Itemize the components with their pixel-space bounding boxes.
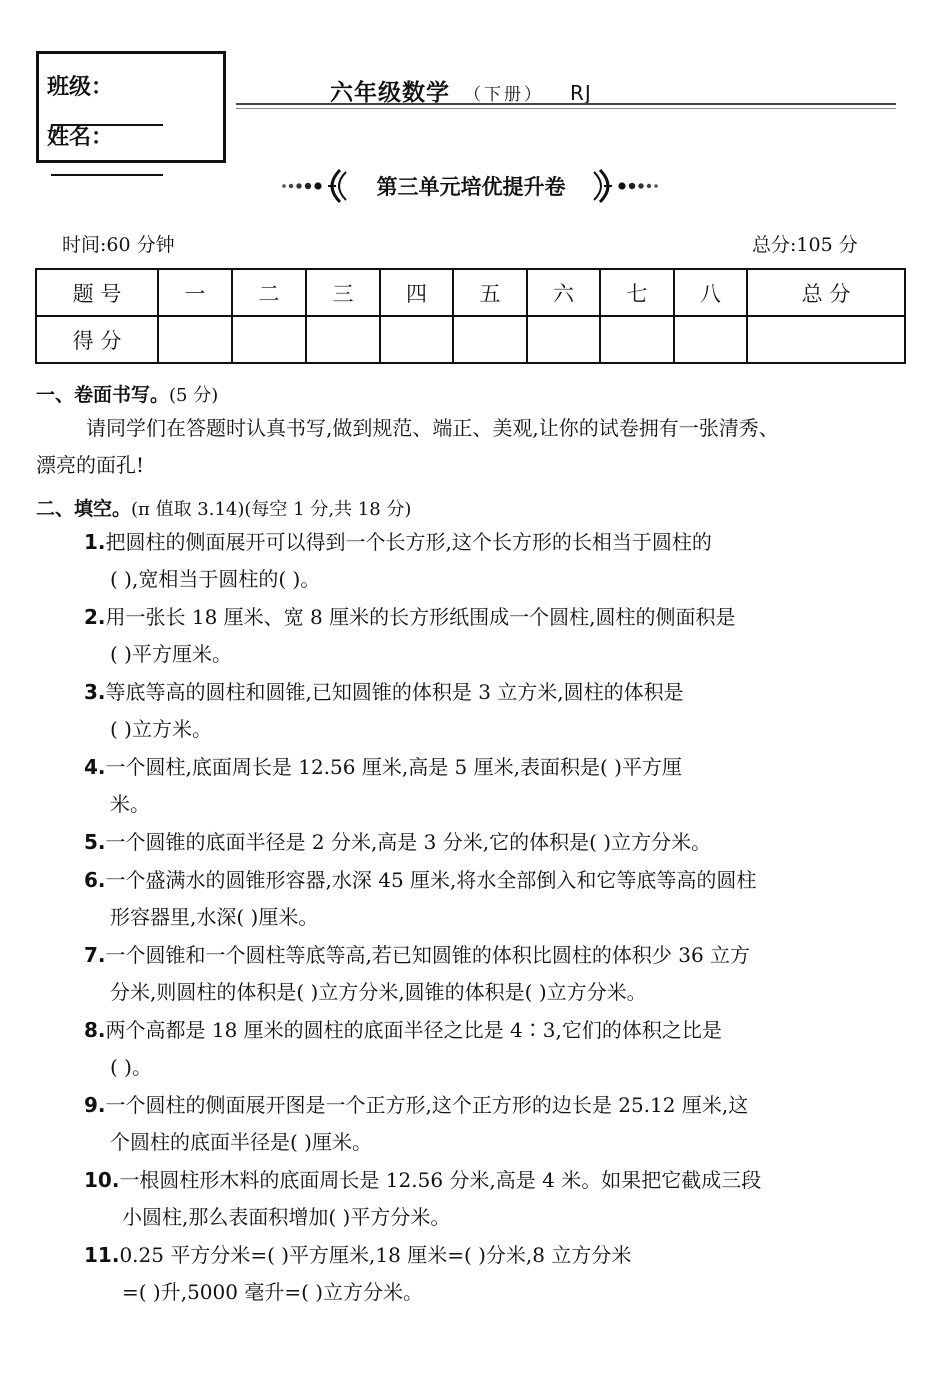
question-number: 10.	[84, 1168, 120, 1192]
question-number: 1.	[84, 530, 106, 554]
question-number: 2.	[84, 605, 106, 629]
question-text-cont[interactable]: ( ),宽相当于圆柱的( )。	[110, 567, 321, 591]
question-text-cont[interactable]: ( )平方厘米。	[110, 642, 232, 666]
question-text-cont: 米。	[110, 792, 150, 816]
question-number: 11.	[84, 1243, 120, 1267]
question-text-cont[interactable]: 分米,则圆柱的体积是( )立方分米,圆锥的体积是( )立方分米。	[110, 980, 647, 1004]
question-text: 等底等高的圆柱和圆锥,已知圆锥的体积是 3 立方米,圆柱的体积是	[105, 680, 684, 704]
subject-title: 六年级数学	[330, 80, 450, 106]
question-text: 一根圆柱形木料的底面周长是 12.56 分米,高是 4 米。如果把它截成三段	[119, 1168, 762, 1192]
score-cell[interactable]	[158, 316, 232, 363]
question-3	[84, 674, 906, 748]
name-field[interactable]	[47, 120, 223, 176]
section2-title: 二、填空。	[36, 498, 132, 520]
score-cell[interactable]	[600, 316, 674, 363]
edition-label: RJ	[570, 81, 592, 105]
column-header: 四	[380, 269, 453, 316]
question-11	[84, 1237, 906, 1311]
section1-points: (5 分)	[169, 385, 219, 406]
class-field[interactable]	[47, 70, 223, 126]
section2-points: (π 值取 3.14)(每空 1 分,共 18 分)	[131, 499, 412, 520]
question-text-cont[interactable]: =( )升,5000 毫升=( )立方分米。	[122, 1280, 424, 1304]
exam-time: 时间:60 分钟	[62, 234, 175, 256]
volume-label: （下册）	[464, 85, 544, 105]
question-text-cont[interactable]: 小圆柱,那么表面积增加( )平方分米。	[122, 1205, 451, 1229]
section1-heading	[36, 380, 218, 407]
question-number: 9.	[84, 1093, 106, 1117]
question-2	[84, 599, 906, 673]
question-10	[84, 1162, 906, 1236]
column-header: 七	[600, 269, 674, 316]
question-7	[84, 937, 906, 1011]
question-text[interactable]: 一个圆柱,底面周长是 12.56 厘米,高是 5 厘米,表面积是( )平方厘	[105, 755, 682, 779]
question-1	[84, 524, 906, 598]
section1-text-line1: 请同学们在答题时认真书写,做到规范、端正、美观,让你的试卷拥有一张清秀、	[86, 416, 779, 440]
column-header: 三	[306, 269, 380, 316]
question-text-cont[interactable]: ( )立方米。	[110, 717, 212, 741]
question-text: 一个盛满水的圆锥形容器,水深 45 厘米,将水全部倒入和它等底等高的圆柱	[105, 868, 757, 892]
question-text[interactable]: 0.25 平方分米=( )平方厘米,18 厘米=( )分米,8 立方分米	[119, 1243, 632, 1267]
name-label: 姓名：	[47, 125, 114, 150]
question-8	[84, 1012, 906, 1086]
question-text: 一个圆柱的侧面展开图是一个正方形,这个正方形的边长是 25.12 厘米,这	[105, 1093, 749, 1117]
question-number: 5.	[84, 830, 106, 854]
question-5	[84, 824, 906, 861]
row-label: 题 号	[36, 269, 158, 316]
question-text[interactable]: 一个圆锥的底面半径是 2 分米,高是 3 分米,它的体积是( )立方分米。	[105, 830, 712, 854]
question-text-cont[interactable]: ( )。	[110, 1055, 152, 1079]
question-text-cont[interactable]: 形容器里,水深( )厘米。	[110, 905, 319, 929]
question-number: 3.	[84, 680, 106, 704]
question-4	[84, 749, 906, 823]
section1-text-line2: 漂亮的面孔!	[36, 453, 145, 477]
unit-title: 第三单元培优提升卷	[376, 175, 566, 199]
score-cell[interactable]	[747, 316, 905, 363]
section1-title: 一、卷面书写。	[36, 384, 170, 406]
question-9	[84, 1087, 906, 1161]
column-header: 一	[158, 269, 232, 316]
score-cell[interactable]	[453, 316, 527, 363]
column-header: 五	[453, 269, 527, 316]
column-header: 二	[232, 269, 306, 316]
column-header: 六	[527, 269, 600, 316]
score-cell[interactable]	[232, 316, 306, 363]
question-number: 8.	[84, 1018, 106, 1042]
name-blank[interactable]	[51, 152, 163, 176]
score-cell[interactable]	[527, 316, 600, 363]
exam-total-score: 总分:105 分	[752, 234, 858, 256]
score-table-score-row	[36, 316, 905, 363]
section2-heading	[36, 494, 411, 521]
header-rule-thin	[236, 108, 896, 109]
score-cell[interactable]	[674, 316, 747, 363]
column-header: 总 分	[747, 269, 905, 316]
question-number: 4.	[84, 755, 106, 779]
score-cell[interactable]	[380, 316, 453, 363]
question-text: 把圆柱的侧面展开可以得到一个长方形,这个长方形的长相当于圆柱的	[105, 530, 712, 554]
question-text: 两个高都是 18 厘米的圆柱的底面半径之比是 4∶3,它们的体积之比是	[105, 1018, 722, 1042]
student-info-box	[36, 51, 226, 163]
question-text-cont[interactable]: 个圆柱的底面半径是( )厘米。	[110, 1130, 372, 1154]
score-table	[35, 268, 906, 364]
question-text: 一个圆锥和一个圆柱等底等高,若已知圆锥的体积比圆柱的体积少 36 立方	[105, 943, 751, 967]
row-label: 得 分	[36, 316, 158, 363]
question-6	[84, 862, 906, 936]
class-label: 班级：	[47, 75, 114, 100]
score-cell[interactable]	[306, 316, 380, 363]
question-text: 用一张长 18 厘米、宽 8 厘米的长方形纸围成一个圆柱,圆柱的侧面积是	[105, 605, 736, 629]
question-number: 6.	[84, 868, 106, 892]
question-number: 7.	[84, 943, 106, 967]
header-rule	[236, 103, 896, 105]
score-table-header-row	[36, 269, 905, 316]
column-header: 八	[674, 269, 747, 316]
